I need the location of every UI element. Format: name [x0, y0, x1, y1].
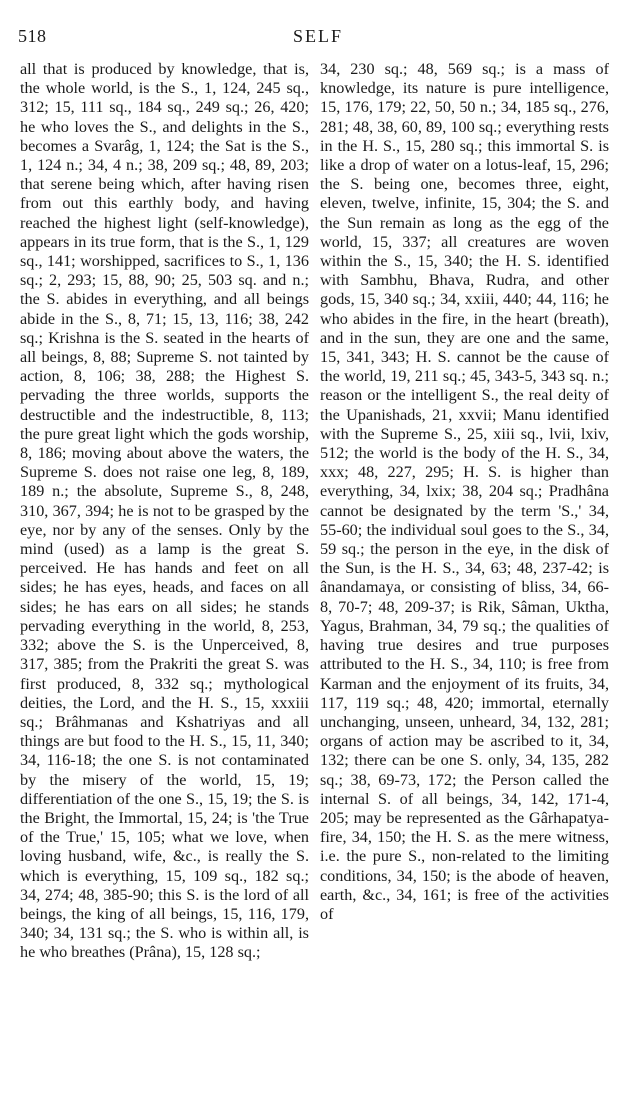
page-number: 518	[18, 26, 47, 46]
index-text-right: 34, 230 sq.; 48, 569 sq.; is a mass of knowledge, its nature is pure intelligence, 15, 176, 179; 22, 50, 50 n.; 34, 185 sq., 276, 281; 48, 38, 60, 89, 100 sq.; everything rests in the H. S., 15, 280 sq.; this immortal S. is like a drop of water on a lotus-leaf, 15, 296; the S. being one, becomes three, eight, eleven, twelve, infinite, 15, 304; the S. and the Sun remain as long as the egg of the world, 15, 337; all creatures are woven within the S., 15, 340; the H. S. identified with Sambhu, Bhava, Rudra, and other gods, 15, 340 sq.; 34, xxiii, 440; 44, 116; he who abides in the fire, in the heart (breath), and in the sun, they are one and the same, 15, 341, 343; H. S. cannot be the cause of the world, 19, 211 sq.; 45, 343-5, 343 sq. n.; reason or the intelligent S., the real deity of the Upanishads, 21, xxvii; Manu identified with the Supreme S., 25, xiii sq., lvii, lxiv, 512; the world is the body of the H. S., 34, xxx; 48, 227, 295; H. S. is higher than everything, 34, lxix; 38, 204 sq.; Pradhâna cannot be designated by the term 'S.,' 34, 55-60; the individual soul goes to the S., 34, 59 sq.; the person in the eye, in the disk of the Sun, is the H. S., 34, 63; 48, 237-42; is ânandamaya, or consisting of bliss, 34, 66-8, 70-7; 48, 209-37; is Rik, Sâman, Uktha, Yagus, Brahman, 34, 79 sq.; the qualities of having true desires and true purposes attributed to the H. S., 34, 110; is free from Karman and the enjoyment of its fruits, 34, 117, 119 sq.; 48, 420; immortal, eternally unchanging, unseen, unheard, 34, 132, 281; organs of action may be ascribed to it, 34, 132; there can be one S. only, 34, 135, 282 sq.; 38, 69-73, 172; the Person called the internal S. of all beings, 34, 142, 171-4, 205; may be represented as the Gârhapatya-fire, 34, 150; the H. S. as the mere witness, i.e. the pure S., non-related to the limiting conditions, 34, 150; is the abode of heaven, earth, &c., 34, 161; is free of the activities of	[320, 60, 609, 923]
index-column-right	[320, 60, 609, 924]
running-head: SELF	[292, 26, 343, 46]
page-header	[0, 26, 636, 50]
index-text-left: all that is produced by knowledge, that is, the whole world, is the S., 1, 124, 245 sq., 312; 15, 111 sq., 184 sq., 249 sq.; 26, 420; he who loves the S., and delights in the S., becomes a Svarâg, 1, 124; the Sat is the S., 1, 124 n.; 34, 4 n.; 38, 209 sq.; 48, 89, 203; that serene being which, after having risen from out this earthly body, and having reached the highest light (self-knowledge), appears in its true form, that is the S., 1, 129 sq., 141; worshipped, sacrifices to S., 1, 136 sq.; 2, 293; 15, 88, 90; 25, 503 sq. and n.; the S. abides in everything, and all beings abide in the S., 8, 71; 15, 13, 116; 38, 242 sq.; Krishna is the S. seated in the hearts of all beings, 8, 88; Supreme S. not tainted by action, 8, 106; 38, 288; the Highest S. pervading the three worlds, supports the destructible and the indestructible, 8, 113; the pure great light which the gods worship, 8, 186; moving about above the waters, the Supreme S. does not raise one leg, 8, 189, 189 n.; the absolute, Supreme S., 8, 248, 310, 367, 394; he is not to be grasped by the eye, nor by any of the senses. Only by the mind (used) as a lamp is the great S. perceived. He has hands and feet on all sides; he has eyes, heads, and faces on all sides; he has ears on all sides; he stands pervading everything in the world, 8, 253, 332; above the S. is the Unperceived, 8, 317, 385; from the Prakriti the great S. was first produced, 8, 332 sq.; mythological deities, the Lord, and the H. S., 15, xxxiii sq.; Brâhmanas and Kshatriyas and all things are but food to the H. S., 15, 11, 340; 34, 116-18; the one S. is not contaminated by the misery of the world, 15, 19; differentiation of the one S., 15, 19; the S. is the Bright, the Immortal, 15, 24; is 'the True of the True,' 15, 105; what we love, when loving husband, wife, &c., is really the S. which is everything, 15, 109 sq., 182 sq.; 34, 274; 48, 385-90; this S. is the lord of all beings, the king of all beings, 15, 116, 179, 340; 34, 131 sq.; the S. who is within all, is he who breathes (Prâna), 15, 128 sq.;	[20, 60, 309, 962]
index-column-left	[20, 60, 309, 963]
